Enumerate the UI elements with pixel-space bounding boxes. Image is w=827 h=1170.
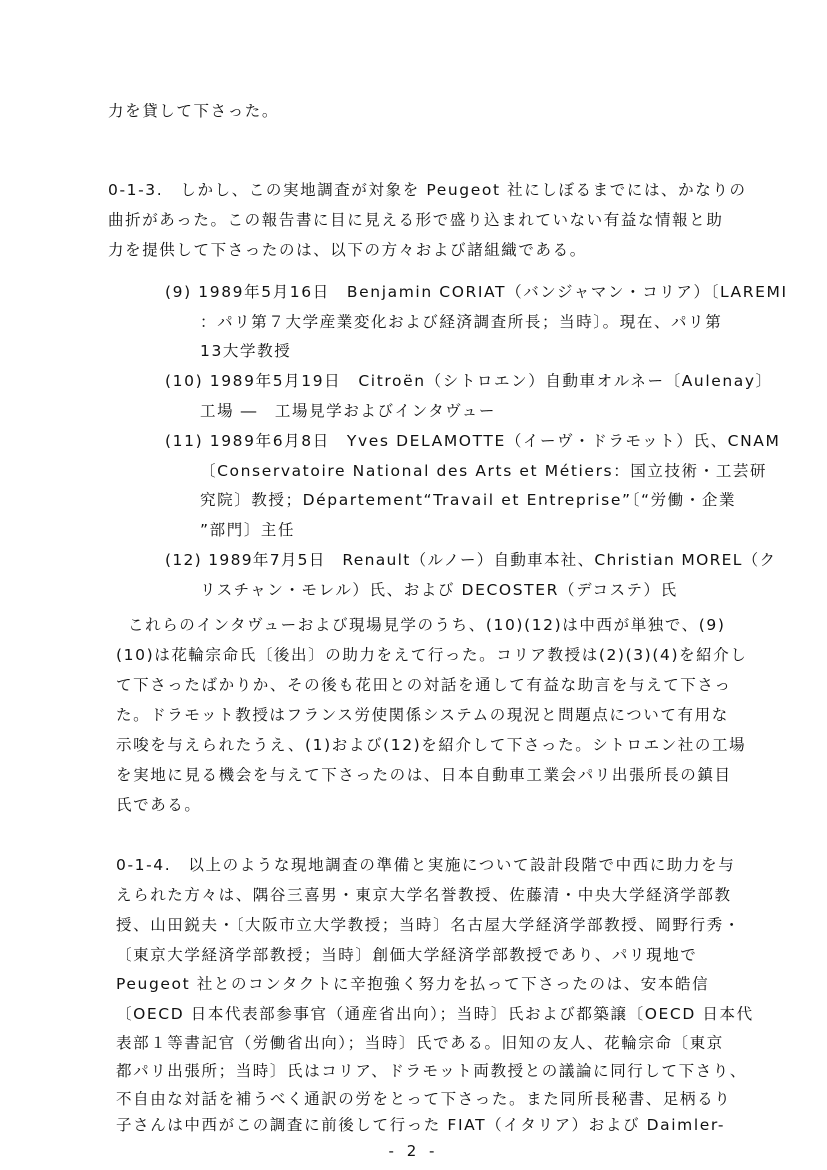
text-line: 0-1-3. しかし、この実地調査が対象を Peugeot 社にしぼるまでには、かなりの bbox=[108, 181, 747, 199]
text-line: えられた方々は、隅谷三喜男・東京大学名誉教授、佐藤清・中央大学経済学部教 bbox=[116, 886, 732, 904]
text-line: (11) 1989年6月8日 Yves DELAMOTTE（イーヴ・ドラモット）氏、CNAM bbox=[165, 432, 781, 450]
text-line: (9) 1989年5月16日 Benjamin CORIAT（バンジャマン・コリア）〔LAREMI bbox=[165, 283, 788, 301]
text-line: 13大学教授 bbox=[200, 342, 292, 360]
text-line: 〔Conservatoire National des Arts et Métiers：国立技術・工芸研 bbox=[200, 462, 768, 480]
text-line: 工場 ― 工場見学およびインタヴュー bbox=[200, 402, 496, 420]
text-line: 0-1-4. 以上のような現地調査の準備と実施について設計段階で中西に助力を与 bbox=[116, 856, 736, 874]
text-line: 究院〕教授；Département“Travail et Entreprise”〔“労働・企業 bbox=[200, 491, 737, 509]
text-line: 子さんは中西がこの調査に前後して行った FIAT（イタリア）および Daimler- bbox=[116, 1116, 726, 1134]
text-line: 授、山田鋭夫・〔大阪市立大学教授；当時〕名古屋大学経済学部教授、岡野行秀・ bbox=[116, 916, 741, 934]
text-line: 氏である。 bbox=[116, 796, 202, 814]
text-line: 示唆を与えられたうえ、(1)および(12)を紹介して下さった。シトロエン社の工場 bbox=[116, 736, 747, 754]
text-line: 〔OECD 日本代表部参事官（通産省出向）；当時〕氏および都築譲〔OECD 日本代 bbox=[116, 1005, 754, 1023]
text-line: 〔東京大学経済学部教授；当時〕創価大学経済学部教授であり、パリ現地で bbox=[116, 946, 698, 964]
text-line: て下さったばかりか、その後も花田との対話を通して有益な助言を与えて下さっ bbox=[116, 676, 732, 694]
text-line: これらのインタヴューおよび現場見学のうち、(10)(12)は中西が単独で、(9) bbox=[128, 616, 726, 634]
text-line: (12) 1989年7月5日 Renault（ルノー）自動車本社、Christian MOREL（ク bbox=[165, 551, 777, 569]
text-line: 都パリ出張所；当時〕氏はコリア、ドラモット両教授との議論に同行して下さり、 bbox=[116, 1062, 747, 1080]
text-line: 曲折があった。この報告書に目に見える形で盛り込まれていない有益な情報と助 bbox=[108, 211, 724, 229]
text-line: 力を提供して下さったのは、以下の方々および諸組織である。 bbox=[108, 241, 587, 259]
intro-line: 力を貸して下さった。 bbox=[108, 102, 280, 120]
text-line: ：パリ第７大学産業変化および経済調査所長；当時〕。現在、パリ第 bbox=[200, 313, 723, 331]
text-line: を実地に見る機会を与えて下さったのは、日本自動車工業会パリ出張所長の鎮目 bbox=[116, 766, 732, 784]
text-line: (10) 1989年5月19日 Citroën（シトロエン）自動車オルネー〔Aulenay〕 bbox=[165, 372, 773, 390]
text-line: 表部１等書記官（労働省出向）；当時〕氏である。旧知の友人、花輪宗命〔東京 bbox=[116, 1034, 724, 1052]
text-line: た。ドラモット教授はフランス労使関係システムの現況と問題点について有用な bbox=[116, 706, 729, 724]
text-line: ”部門〕主任 bbox=[200, 521, 296, 539]
page-number: - 2 - bbox=[388, 1142, 439, 1160]
text-line: (10)は花輪宗命氏〔後出〕の助力をえて行った。コリア教授は(2)(3)(4)を紹介し bbox=[116, 646, 748, 664]
text-line: Peugeot 社とのコンタクトに辛抱強く努力を払って下さったのは、安本皓信 bbox=[116, 975, 710, 993]
text-line: 不自由な対話を補うべく通訳の労をとって下さった。また同所長秘書、足柄るり bbox=[116, 1090, 732, 1108]
text-line: リスチャン・モレル）氏、および DECOSTER（デコステ）氏 bbox=[200, 581, 678, 599]
